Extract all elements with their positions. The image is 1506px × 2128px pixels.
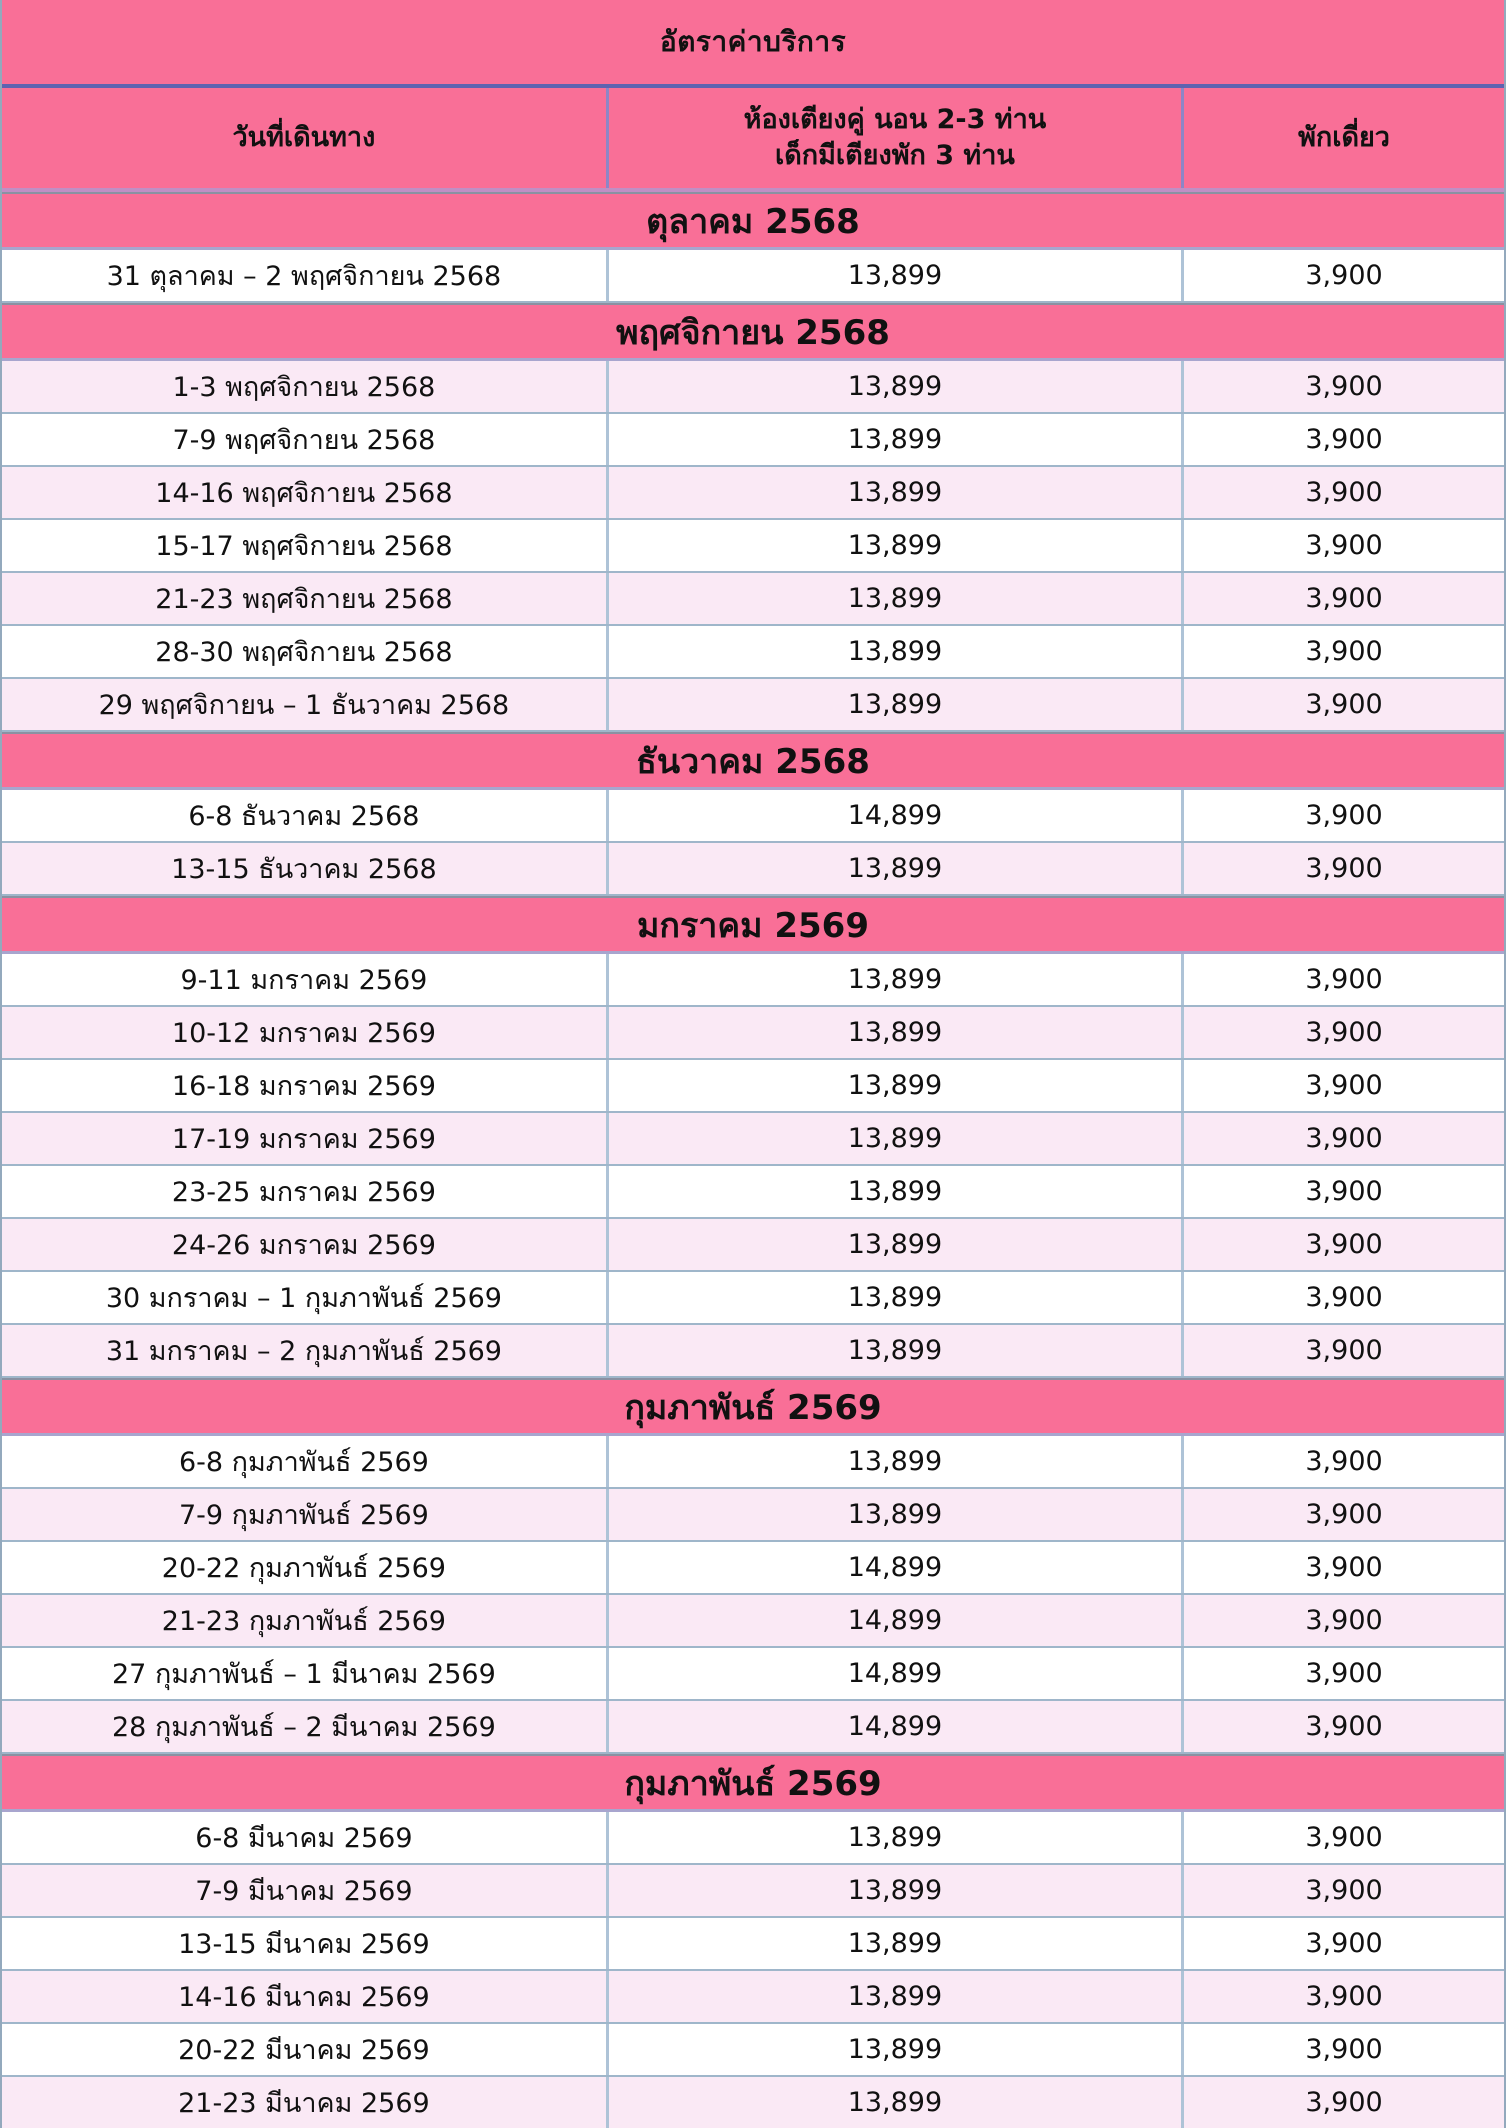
single-supplement-price-cell: 3,900 [1181,843,1504,894]
date-cell: 13-15 ธันวาคม 2568 [171,854,437,885]
date-cell: 27 กุมภาพันธ์ – 1 มีนาคม 2569 [112,1659,496,1690]
table-row [2,1648,1504,1701]
date-cell: 28 กุมภาพันธ์ – 2 มีนาคม 2569 [112,1712,496,1743]
column-header-row [2,88,1504,192]
table-title-row [2,0,1504,88]
double-room-price-cell: 13,899 [606,414,1181,465]
double-room-price-cell: 14,899 [606,1595,1181,1646]
date-cell: 9-11 มกราคม 2569 [180,965,428,996]
table-row [2,1701,1504,1754]
single-supplement-price-cell: 3,900 [1181,1166,1504,1217]
table-row [2,1812,1504,1865]
double-room-price-cell: 13,899 [606,1865,1181,1916]
month-header-row [2,1754,1504,1812]
table-row [2,1489,1504,1542]
double-room-price-cell: 14,899 [606,1542,1181,1593]
single-supplement-price-cell: 3,900 [1181,1436,1504,1487]
table-row [2,1272,1504,1325]
double-room-price-cell: 13,899 [606,573,1181,624]
single-supplement-price-cell: 3,900 [1181,1489,1504,1540]
single-supplement-price-cell: 3,900 [1181,1971,1504,2022]
date-cell: 1-3 พฤศจิกายน 2568 [172,372,436,403]
single-supplement-price-cell: 3,900 [1181,1272,1504,1323]
date-cell: 7-9 พฤศจิกายน 2568 [172,425,436,456]
double-room-price-cell: 13,899 [606,520,1181,571]
table-row [2,1325,1504,1378]
date-cell: 7-9 กุมภาพันธ์ 2569 [178,1500,429,1531]
date-cell: 20-22 มีนาคม 2569 [178,2035,430,2066]
date-cell: 21-23 กุมภาพันธ์ 2569 [161,1606,446,1637]
month-header-label: กุมภาพันธ์ 2569 [624,1387,882,1428]
single-supplement-price-cell: 3,900 [1181,2024,1504,2075]
single-supplement-price-cell: 3,900 [1181,626,1504,677]
date-cell: 20-22 กุมภาพันธ์ 2569 [161,1553,446,1584]
single-supplement-price-cell: 3,900 [1181,679,1504,730]
double-room-price-cell: 13,899 [606,1219,1181,1270]
single-supplement-price-cell: 3,900 [1181,954,1504,1005]
double-room-price-cell: 13,899 [606,1272,1181,1323]
single-supplement-price-cell: 3,900 [1181,414,1504,465]
table-row [2,250,1504,303]
month-header-label: พฤศจิกายน 2568 [616,312,890,353]
date-cell: 24-26 มกราคม 2569 [171,1230,436,1261]
column-header-double-room-line1: ห้องเตียงคู่ นอน 2-3 ท่าน [743,103,1047,135]
date-cell: 16-18 มกราคม 2569 [171,1071,436,1102]
month-header-label: กุมภาพันธ์ 2569 [624,1763,882,1804]
double-room-price-cell: 14,899 [606,1701,1181,1752]
table-row [2,843,1504,896]
month-header-label: มกราคม 2569 [637,905,869,946]
table-row [2,1865,1504,1918]
double-room-price-cell: 13,899 [606,1113,1181,1164]
double-room-price-cell: 13,899 [606,843,1181,894]
table-row [2,573,1504,626]
column-header-single-label: พักเดี่ยว [1298,121,1390,153]
month-header-row [2,192,1504,250]
single-supplement-price-cell: 3,900 [1181,1648,1504,1699]
date-cell: 21-23 พฤศจิกายน 2568 [155,584,453,615]
double-room-price-cell: 14,899 [606,790,1181,841]
single-supplement-price-cell: 3,900 [1181,1113,1504,1164]
month-header-row [2,303,1504,361]
month-header-row [2,896,1504,954]
month-header-label: ตุลาคม 2568 [646,201,860,242]
column-header-single [1181,88,1504,188]
month-header-label: ธันวาคม 2568 [636,741,870,782]
table-row [2,414,1504,467]
table-row [2,520,1504,573]
date-cell: 13-15 มีนาคม 2569 [178,1929,430,1960]
table-row [2,626,1504,679]
table-row [2,954,1504,1007]
single-supplement-price-cell: 3,900 [1181,1918,1504,1969]
table-row [2,1166,1504,1219]
single-supplement-price-cell: 3,900 [1181,1219,1504,1270]
table-row [2,1971,1504,2024]
table-row [2,1595,1504,1648]
double-room-price-cell: 13,899 [606,679,1181,730]
date-cell: 31 มกราคม – 2 กุมภาพันธ์ 2569 [105,1336,502,1367]
price-table-body [2,192,1504,2128]
double-room-price-cell: 13,899 [606,1812,1181,1863]
double-room-price-cell: 13,899 [606,1436,1181,1487]
date-cell: 6-8 กุมภาพันธ์ 2569 [178,1447,429,1478]
table-row [2,1918,1504,1971]
table-row [2,1007,1504,1060]
table-row [2,1436,1504,1489]
date-cell: 14-16 พฤศจิกายน 2568 [155,478,453,509]
date-cell: 31 ตุลาคม – 2 พฤศจิกายน 2568 [106,261,502,292]
date-cell: 15-17 พฤศจิกายน 2568 [155,531,453,562]
double-room-price-cell: 13,899 [606,1166,1181,1217]
column-header-double-room [606,88,1181,188]
date-cell: 6-8 มีนาคม 2569 [195,1823,413,1854]
date-cell: 14-16 มีนาคม 2569 [178,1982,430,2013]
table-row [2,2077,1504,2128]
date-cell: 21-23 มีนาคม 2569 [178,2088,430,2119]
column-header-date [2,88,606,188]
single-supplement-price-cell: 3,900 [1181,2077,1504,2128]
double-room-price-cell: 13,899 [606,1489,1181,1540]
double-room-price-cell: 13,899 [606,2077,1181,2128]
date-cell: 6-8 ธันวาคม 2568 [188,801,420,832]
single-supplement-price-cell: 3,900 [1181,1812,1504,1863]
table-row [2,1060,1504,1113]
date-cell: 29 พฤศจิกายน – 1 ธันวาคม 2568 [98,690,510,721]
column-header-date-label: วันที่เดินทาง [232,121,376,153]
single-supplement-price-cell: 3,900 [1181,250,1504,301]
double-room-price-cell: 13,899 [606,467,1181,518]
date-cell: 23-25 มกราคม 2569 [171,1177,436,1208]
single-supplement-price-cell: 3,900 [1181,790,1504,841]
single-supplement-price-cell: 3,900 [1181,1701,1504,1752]
single-supplement-price-cell: 3,900 [1181,467,1504,518]
table-row [2,679,1504,732]
table-row [2,1113,1504,1166]
single-supplement-price-cell: 3,900 [1181,1865,1504,1916]
date-cell: 30 มกราคม – 1 กุมภาพันธ์ 2569 [105,1283,502,1314]
double-room-price-cell: 13,899 [606,2024,1181,2075]
table-row [2,1219,1504,1272]
double-room-price-cell: 13,899 [606,626,1181,677]
double-room-price-cell: 13,899 [606,1971,1181,2022]
single-supplement-price-cell: 3,900 [1181,573,1504,624]
table-row [2,2024,1504,2077]
single-supplement-price-cell: 3,900 [1181,1595,1504,1646]
double-room-price-cell: 13,899 [606,954,1181,1005]
column-header-double-room-line2: เด็กมีเตียงพัก 3 ท่าน [775,140,1015,171]
table-row [2,361,1504,414]
month-header-row [2,732,1504,790]
date-cell: 28-30 พฤศจิกายน 2568 [155,637,453,668]
single-supplement-price-cell: 3,900 [1181,1060,1504,1111]
double-room-price-cell: 13,899 [606,361,1181,412]
date-cell: 17-19 มกราคม 2569 [171,1124,436,1155]
double-room-price-cell: 14,899 [606,1648,1181,1699]
table-row [2,467,1504,520]
double-room-price-cell: 13,899 [606,250,1181,301]
double-room-price-cell: 13,899 [606,1918,1181,1969]
single-supplement-price-cell: 3,900 [1181,1007,1504,1058]
table-row [2,790,1504,843]
month-header-row [2,1378,1504,1436]
table-row [2,1542,1504,1595]
single-supplement-price-cell: 3,900 [1181,1325,1504,1376]
double-room-price-cell: 13,899 [606,1007,1181,1058]
double-room-price-cell: 13,899 [606,1325,1181,1376]
date-cell: 10-12 มกราคม 2569 [171,1018,436,1049]
single-supplement-price-cell: 3,900 [1181,361,1504,412]
table-title: อัตราค่าบริการ [659,25,847,58]
double-room-price-cell: 13,899 [606,1060,1181,1111]
single-supplement-price-cell: 3,900 [1181,1542,1504,1593]
date-cell: 7-9 มีนาคม 2569 [195,1876,413,1907]
single-supplement-price-cell: 3,900 [1181,520,1504,571]
